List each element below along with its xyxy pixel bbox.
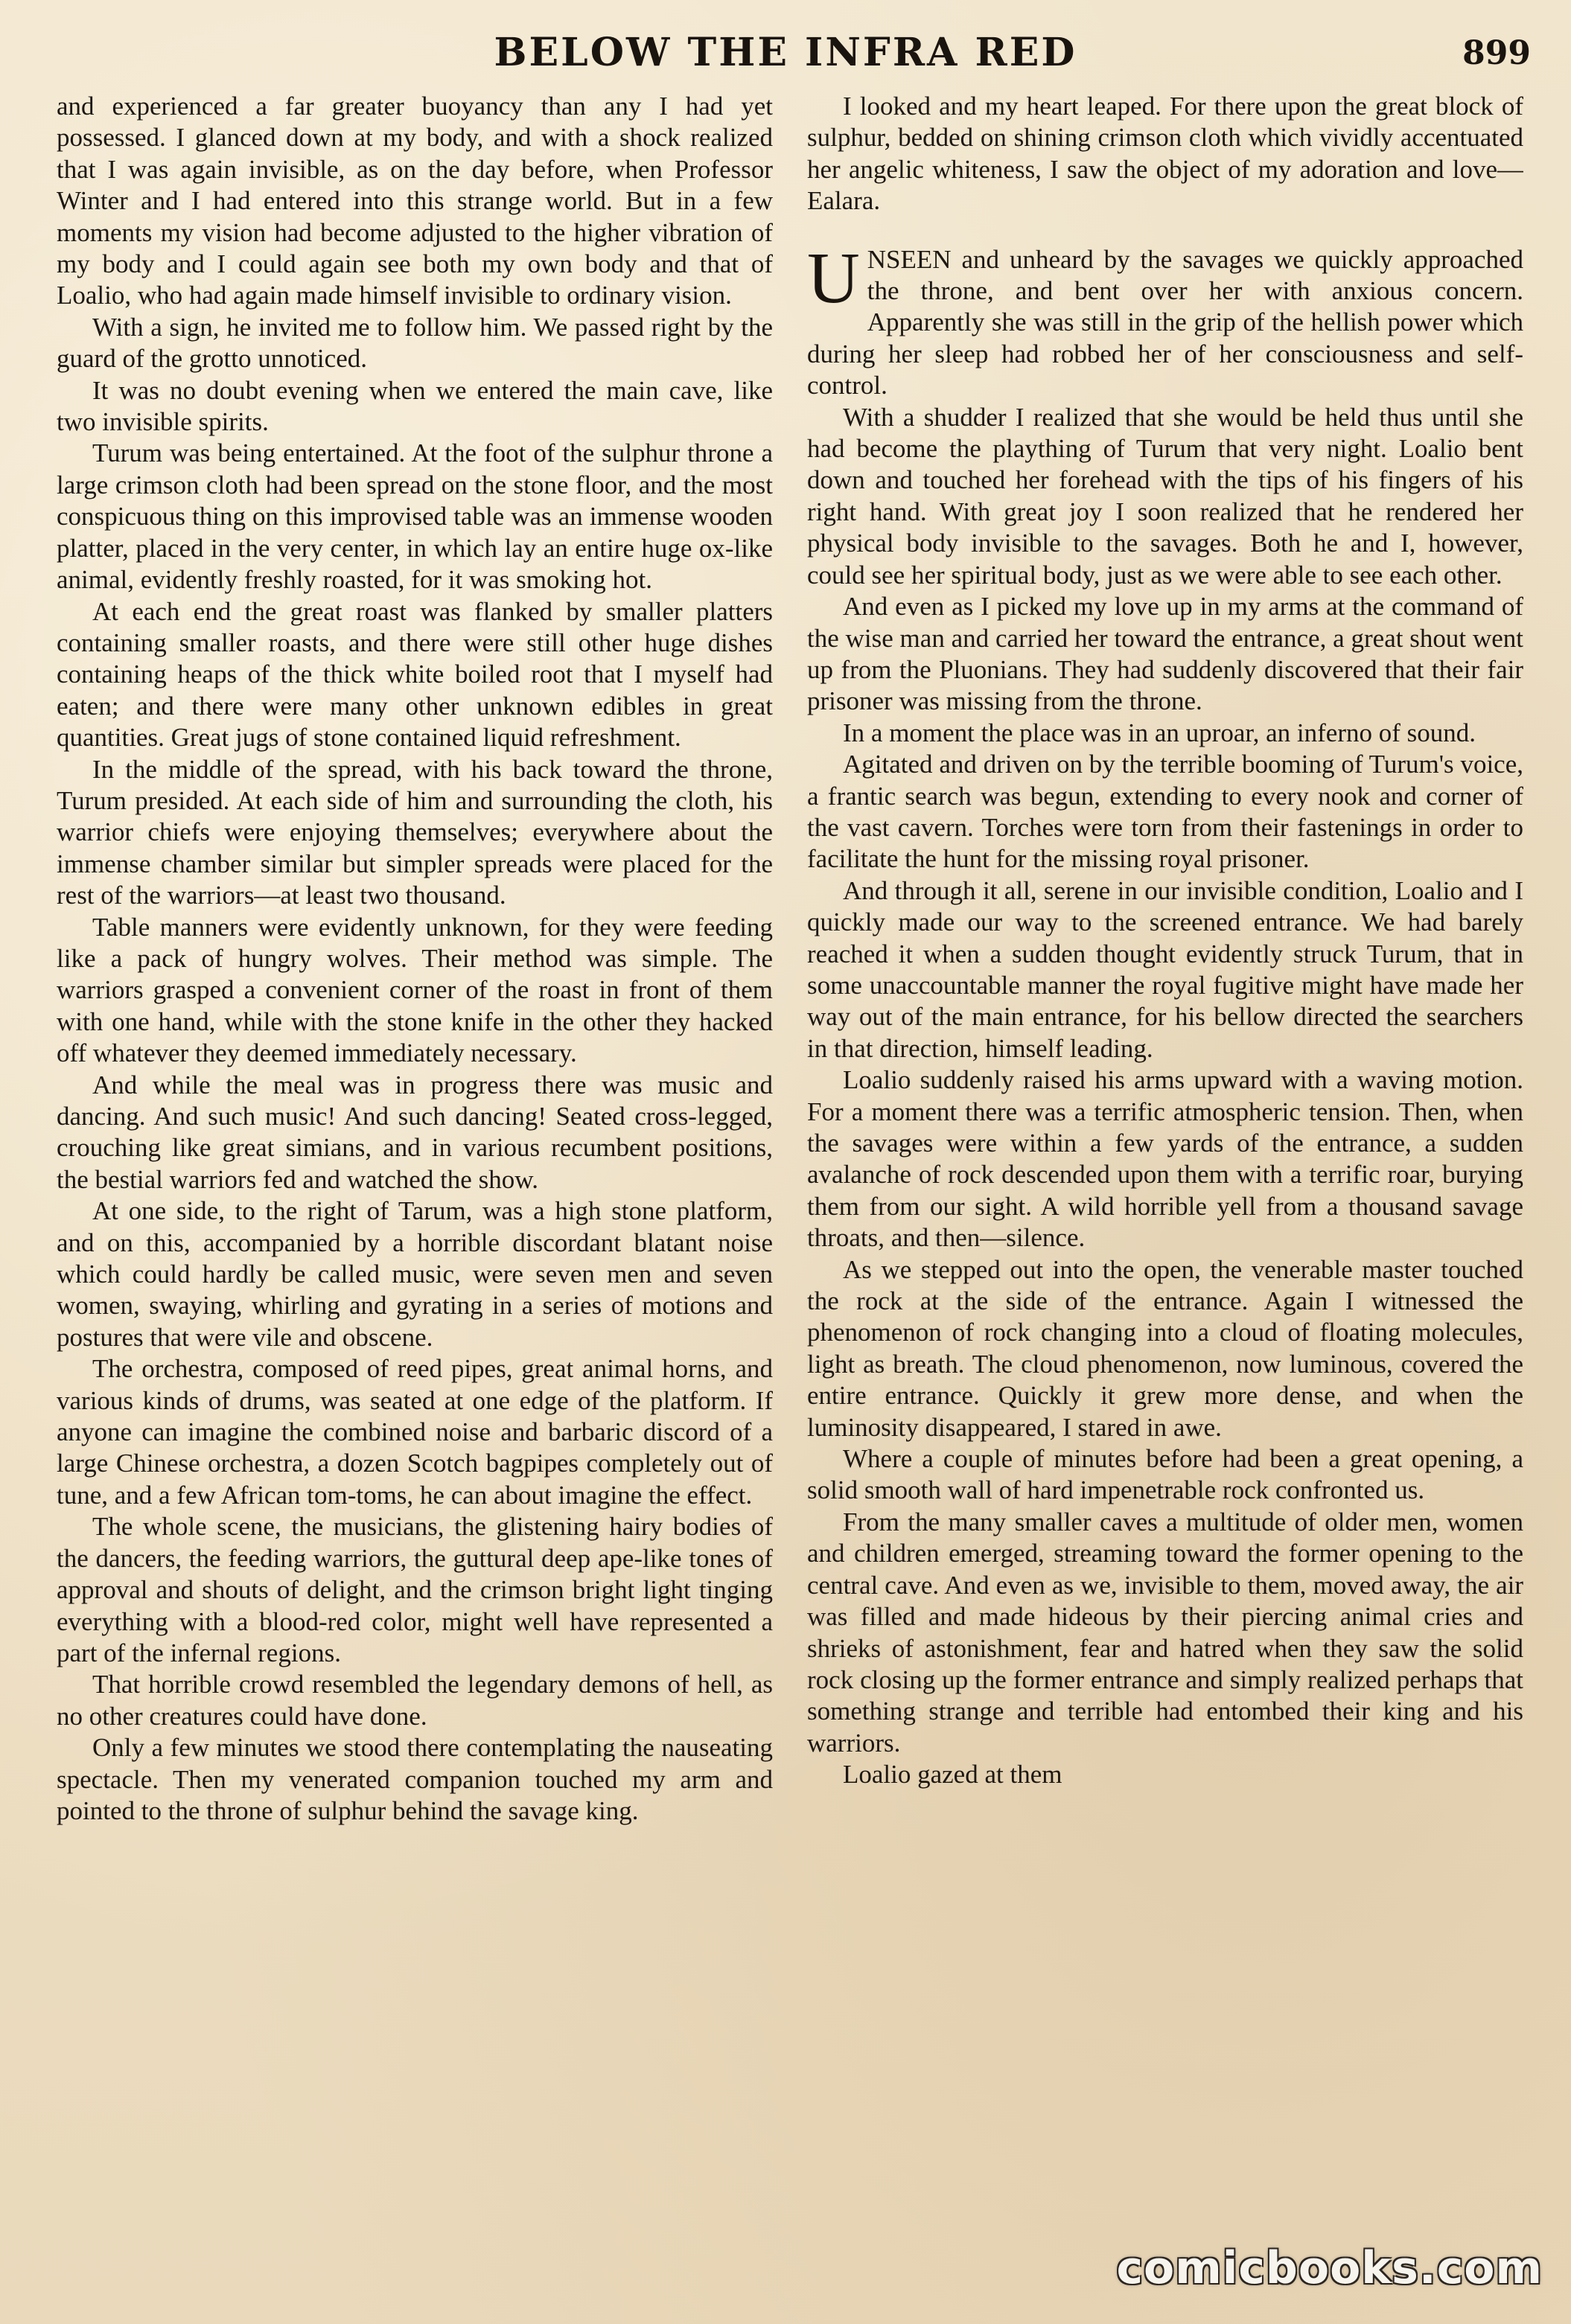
paragraph: and experienced a far greater buoyancy than any I had yet possessed. I glanced down at my body, and with a shock realized that I was again invisible, as on the day before, when Professor Winter and I had entered into this strange world. But in a few moments my vision had become adjusted to the higher vibration of my body and I could again see both my own body and that of Loalio, who had again made himself invisible to ordinary vision. [57,92,773,310]
page-title: BELOW THE INFRA RED [494,30,1077,75]
paragraph: With a sign, he invited me to follow him. We passed right by the guard of the grotto unnoticed. [57,312,773,374]
watermark-logo: comicbooks.com [1116,2242,1543,2294]
paragraph: As we stepped out into the open, the venerable master touched the rock at the side of the entrance. Again I witnessed the phenomenon of rock changing into a cloud of floating molecules, light as breath. The cloud phenomenon, now luminous, covered the entire entrance. Quickly it grew more dense, and when the luminosity disappeared, I stared in awe. [807,1254,1523,1442]
paragraph: And through it all, serene in our invisible condition, Loalio and I quickly made our way to the screened entrance. We had barely reached it when a sudden thought evidently struck Turum, that in some unaccountable manner the royal fugitive might have made her way out of the main entrance, for his bellow directed the searchers in that direction, himself leading. [807,875,1523,1063]
paragraph: And while the meal was in progress there was music and dancing. And such music! And such dancing! Seated cross-legged, crouching like great simians, and in various recumbent positions, the bestial warriors fed and watched the show. [57,1070,773,1194]
paragraph: It was no doubt evening when we entered the main cave, like two invisible spirits. [57,375,773,437]
paragraph: With a shudder I realized that she would be held thus until she had become the plaything of Turum that very night. Loalio bent down and touched her forehead with the tips of his fingers of his right hand. With great joy I soon realized that he rendered her physical body invisible to the savages. Both he and I, however, could see her spiritual body, just as we were able to see each other. [807,402,1523,590]
drop-cap: U [807,237,860,319]
paragraph: Where a couple of minutes before had been a great opening, a solid smooth wall of hard impenetrable rock confronted us. [807,1444,1523,1505]
right-column [807,91,1523,2294]
paragraph: In a moment the place was in an uproar, an inferno of sound. [843,718,1476,747]
section-opening-paragraph [807,237,1523,402]
paragraph: In the middle of the spread, with his back toward the throne, Turum presided. At each side of him and surrounding the cloth, his warrior chiefs were enjoying themselves; everywhere about the immense chamber similar but simpler spreads were placed for the rest of the warriors—at least two thousand. [57,754,773,910]
paragraph: Table manners were evidently unknown, for they were feeding like a pack of hungry wolves. Their method was simple. The warriors grasped a convenient corner of the roast in front of them with one hand, while with the stone knife in the other they hacked off whatever they deemed immediately necessary. [57,912,773,1068]
paragraph: Turum was being entertained. At the foot of the sulphur throne a large crimson cloth had been spread on the stone floor, and the most conspicuous thing on this improvised table was an immense wooden platter, placed in the very center, in which lay an entire huge ox-like animal, evidently freshly roasted, for it was smoking hot. [57,438,773,595]
paragraph: That horrible crowd resembled the legendary demons of hell, as no other creatures could have done. [57,1670,773,1731]
page-number: 899 [1462,34,1531,72]
paragraph: And even as I picked my love up in my arms at the command of the wise man and carried her toward the entrance, a great shout went up from the Pluonians. They had suddenly discovered that their fair prisoner was missing from the throne. [807,592,1523,716]
left-column [57,91,773,2294]
paragraph: The orchestra, composed of reed pipes, great animal horns, and various kinds of drums, was seated at one edge of the platform. If anyone can imagine the combined noise and barbaric discord of a large Chinese orchestra, a dozen Scotch bagpipes completely out of tune, and a few African tom-toms, he can about imagine the effect. [57,1354,773,1510]
paragraph: I looked and my heart leaped. For there upon the great block of sulphur, bedded on shining crimson cloth which vividly accentuated her angelic whiteness, I saw the object of my adoration and love—Ealara. [807,92,1523,216]
running-head [0,30,1571,82]
paragraph: From the many smaller caves a multitude of older men, women and children emerged, streaming toward the former opening to the central cave. And even as we, invisible to them, moved away, the air was filled and made hideous by their piercing animal cries and shrieks of astonishment, fear and hatred when they saw the solid rock closing up the former entrance and simply realized perhaps that something strange and terrible had entombed their king and his warriors. [807,1507,1523,1758]
paragraph: Only a few minutes we stood there contemplating the nauseating spectacle. Then my venerated companion touched my arm and pointed to the throne of sulphur behind the savage king. [57,1733,773,1825]
paragraph: Agitated and driven on by the terrible booming of Turum's voice, a frantic search was begun, extending to every nook and corner of the vast cavern. Torches were torn from their fastenings in order to facilitate the hunt for the missing royal prisoner. [807,750,1523,874]
paragraph: At each end the great roast was flanked by smaller platters containing smaller roasts, and there were still other huge dishes containing heaps of the thick white boiled root that I myself had eaten; and there were many other unknown edibles in great quantities. Great jugs of stone contained liquid refreshment. [57,596,773,753]
paragraph: The whole scene, the musicians, the glistening hairy bodies of the dancers, the feeding warriors, the guttural deep ape-like tones of approval and shouts of delight, and the crimson bright light tinging everything with a blood-red color, might well have represented a part of the infernal regions. [57,1512,773,1667]
paragraph: Loalio suddenly raised his arms upward with a waving motion. For a moment there was a terrific atmospheric tension. Then, when the savages were within a few yards of the entrance, a sudden avalanche of rock descended upon them with a terrific roar, burying them from our sight. A wild horrible yell from a thousand savage throats, and then—silence. [807,1065,1523,1253]
paragraph: Loalio gazed at them [843,1760,1062,1790]
section-opening-text: NSEEN and unheard by the savages we quickly approached the throne, and bent over her with anxious concern. Apparently she was still in the grip of the hellish power which during her sleep had robbed her of her consciousness and self-control. [807,244,1523,400]
paragraph: At one side, to the right of Tarum, was a high stone platform, and on this, accompanied by a horrible discordant blatant noise which could hardly be called music, were seven men and seven women, swaying, whirling and gyrating in a series of motions and postures that were vile and obscene. [57,1196,773,1352]
